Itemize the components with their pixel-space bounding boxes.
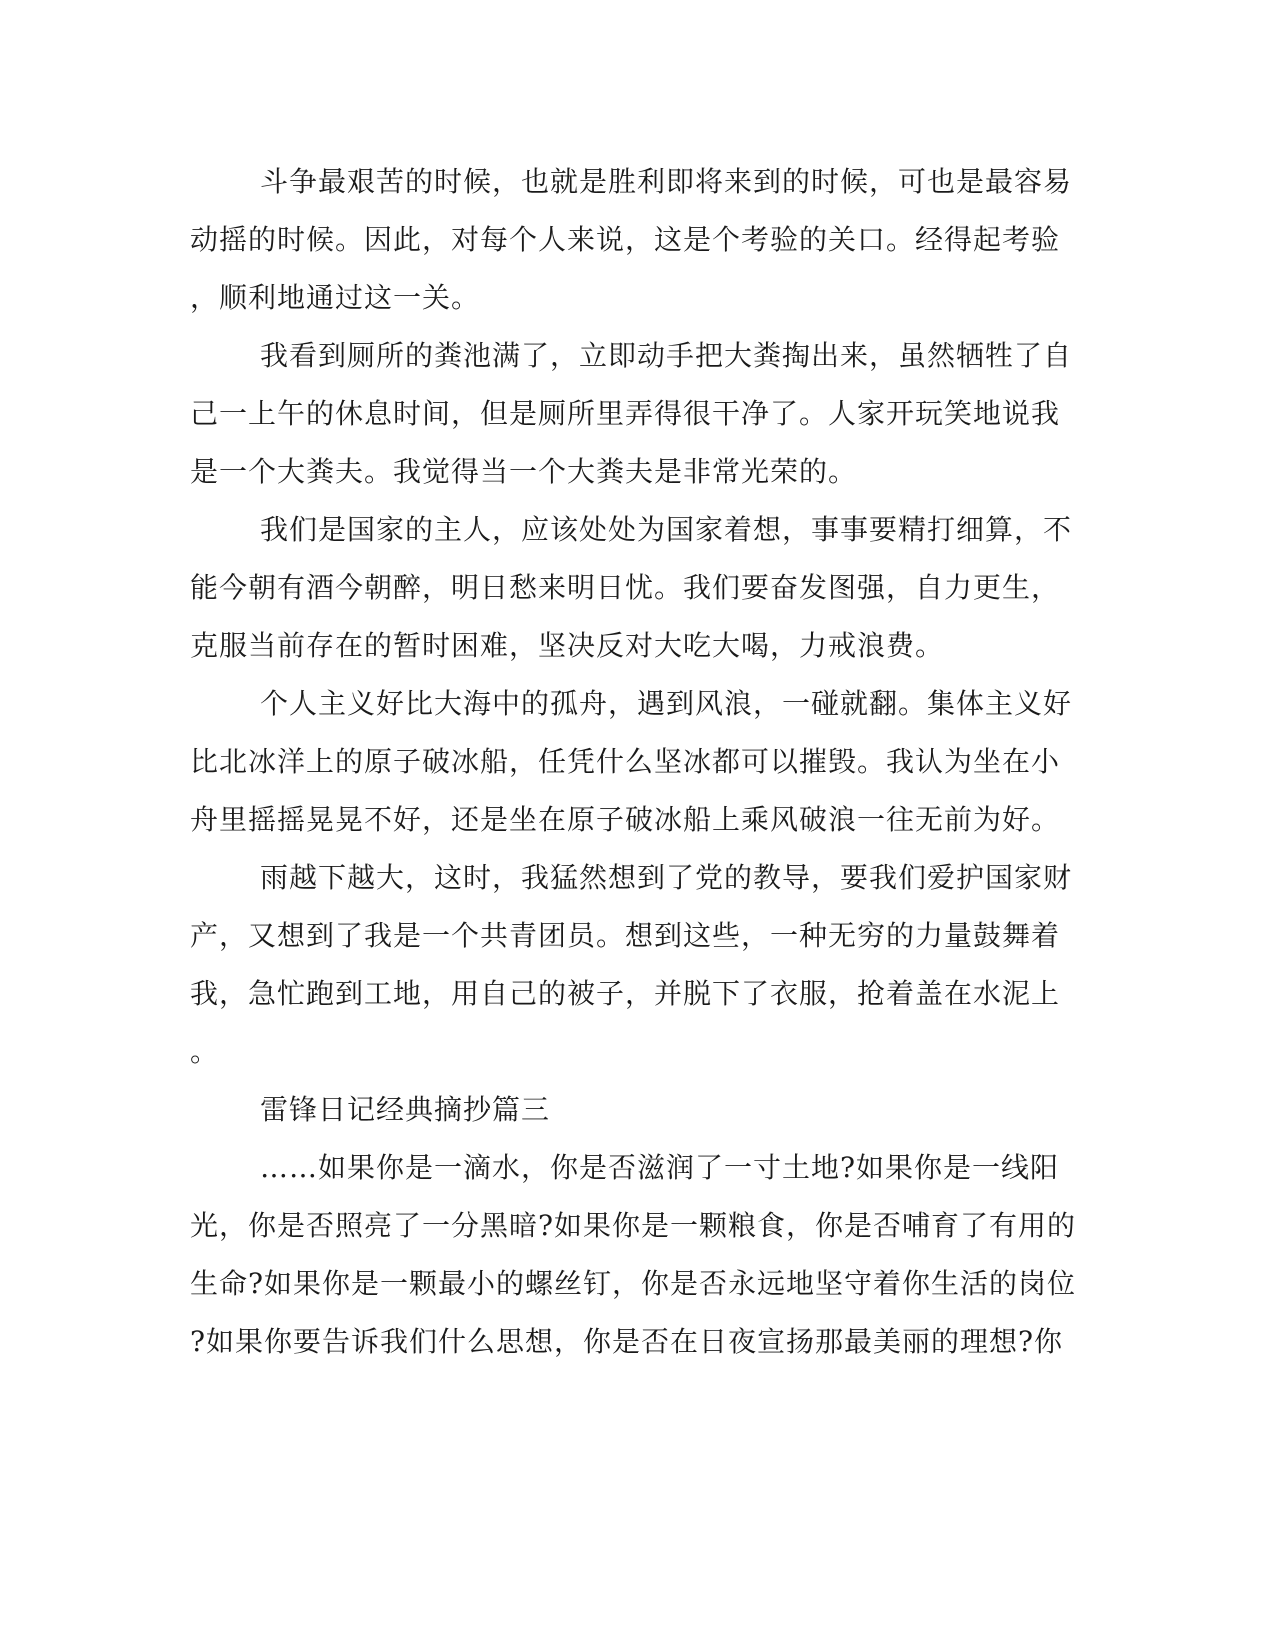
text-line: ?如果你要告诉我们什么思想，你是否在日夜宣扬那最美丽的理想?你 xyxy=(190,1325,1064,1358)
text-line: 己一上午的休息时间，但是厕所里弄得很干净了。人家开玩笑地说我 xyxy=(190,397,1061,430)
text-line: 斗争最艰苦的时候，也就是胜利即将来到的时候，可也是最容易 xyxy=(260,165,1073,198)
section-heading: 雷锋日记经典摘抄篇三 xyxy=(260,1093,551,1126)
text-line: 能今朝有酒今朝醉，明日愁来明日忧。我们要奋发图强，自力更生， xyxy=(190,571,1061,604)
text-line: 我看到厕所的粪池满了，立即动手把大粪掏出来，虽然牺牲了自 xyxy=(260,339,1073,372)
text-line: 动摇的时候。因此，对每个人来说，这是个考验的关口。经得起考验 xyxy=(190,223,1061,256)
text-line: 个人主义好比大海中的孤舟，遇到风浪，一碰就翻。集体主义好 xyxy=(260,687,1073,720)
text-line: 比北冰洋上的原子破冰船，任凭什么坚冰都可以摧毁。我认为坐在小 xyxy=(190,745,1061,778)
text-line: 我们是国家的主人，应该处处为国家着想，事事要精打细算，不 xyxy=(260,513,1073,546)
text-line: 产，又想到了我是一个共青团员。想到这些，一种无穷的力量鼓舞着 xyxy=(190,919,1061,952)
text-line: 是一个大粪夫。我觉得当一个大粪夫是非常光荣的。 xyxy=(190,455,858,488)
text-line: 我，急忙跑到工地，用自己的被子，并脱下了衣服，抢着盖在水泥上 xyxy=(190,977,1061,1010)
text-line: ，顺利地通过这一关。 xyxy=(190,281,481,314)
text-line: 雨越下越大，这时，我猛然想到了党的教导，要我们爱护国家财 xyxy=(260,861,1073,894)
text-line: 克服当前存在的暂时困难，坚决反对大吃大喝，力戒浪费。 xyxy=(190,629,945,662)
text-line: 光，你是否照亮了一分黑暗?如果你是一颗粮食，你是否哺育了有用的 xyxy=(190,1209,1077,1242)
text-line: ……如果你是一滴水，你是否滋润了一寸土地?如果你是一线阳 xyxy=(260,1151,1060,1184)
text-line: 。 xyxy=(190,1035,220,1068)
text-line: 生命?如果你是一颗最小的螺丝钉，你是否永远地坚守着你生活的岗位 xyxy=(190,1267,1077,1300)
text-line: 舟里摇摇晃晃不好，还是坐在原子破冰船上乘风破浪一往无前为好。 xyxy=(190,803,1061,836)
